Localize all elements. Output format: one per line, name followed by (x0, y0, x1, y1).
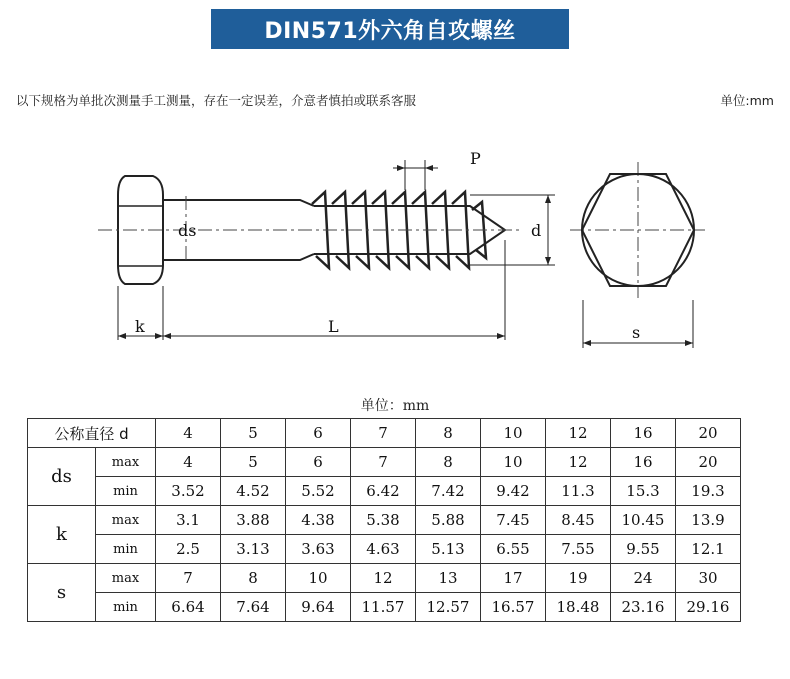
page-title (211, 9, 569, 49)
value-cell: 12 (351, 564, 416, 593)
value-cell: 8 (416, 448, 481, 477)
group-name-cell: ds (28, 448, 96, 506)
value-cell: 7 (351, 448, 416, 477)
value-cell: 16 (611, 448, 676, 477)
table-unit-label: 单位：mm (360, 398, 430, 414)
value-cell: 3.88 (221, 506, 286, 535)
value-cell: 6.55 (481, 535, 546, 564)
value-cell: 30 (676, 564, 741, 593)
value-cell: 4.38 (286, 506, 351, 535)
header-size-cell: 20 (676, 419, 741, 448)
page-title-text: DIN571外六角自攻螺丝 (264, 18, 516, 44)
header-size-cell: 8 (416, 419, 481, 448)
row-label-cell: max (96, 506, 156, 535)
header-size-cell: 16 (611, 419, 676, 448)
value-cell: 7.45 (481, 506, 546, 535)
row-label-cell: min (96, 477, 156, 506)
value-cell: 4.63 (351, 535, 416, 564)
value-cell: 8.45 (546, 506, 611, 535)
value-cell: 2.5 (156, 535, 221, 564)
value-cell: 3.1 (156, 506, 221, 535)
value-cell: 5.13 (416, 535, 481, 564)
label-l: L (328, 317, 339, 336)
value-cell: 9.42 (481, 477, 546, 506)
label-ds: ds (178, 221, 197, 240)
header-size-cell: 5 (221, 419, 286, 448)
row-label-cell: max (96, 564, 156, 593)
value-cell: 15.3 (611, 477, 676, 506)
value-cell: 18.48 (546, 593, 611, 622)
group-name-cell: k (28, 506, 96, 564)
table-row (28, 593, 741, 622)
label-p: P (470, 149, 481, 168)
value-cell: 4 (156, 448, 221, 477)
value-cell: 19 (546, 564, 611, 593)
value-cell: 4.52 (221, 477, 286, 506)
unit-label-top: 单位:mm (720, 93, 774, 108)
table-row (28, 477, 741, 506)
label-d: d (531, 221, 542, 240)
table-row (28, 506, 741, 535)
label-k: k (135, 317, 145, 336)
value-cell: 16.57 (481, 593, 546, 622)
value-cell: 6 (286, 448, 351, 477)
row-label-cell: min (96, 593, 156, 622)
header-size-cell: 10 (481, 419, 546, 448)
value-cell: 3.63 (286, 535, 351, 564)
value-cell: 19.3 (676, 477, 741, 506)
value-cell: 10 (481, 448, 546, 477)
value-cell: 7.55 (546, 535, 611, 564)
screw-diagram (0, 140, 790, 360)
label-s: s (632, 323, 641, 342)
value-cell: 5.38 (351, 506, 416, 535)
row-label-cell: min (96, 535, 156, 564)
value-cell: 3.13 (221, 535, 286, 564)
value-cell: 29.16 (676, 593, 741, 622)
value-cell: 20 (676, 448, 741, 477)
value-cell: 5 (221, 448, 286, 477)
header-size-cell: 4 (156, 419, 221, 448)
measurement-note: 以下规格为单批次测量手工测量，存在一定误差，介意者慎拍或联系客服 (16, 93, 417, 108)
value-cell: 10 (286, 564, 351, 593)
value-cell: 7.64 (221, 593, 286, 622)
value-cell: 7.42 (416, 477, 481, 506)
value-cell: 11.3 (546, 477, 611, 506)
value-cell: 13.9 (676, 506, 741, 535)
value-cell: 23.16 (611, 593, 676, 622)
value-cell: 3.52 (156, 477, 221, 506)
value-cell: 11.57 (351, 593, 416, 622)
value-cell: 17 (481, 564, 546, 593)
value-cell: 12 (546, 448, 611, 477)
value-cell: 9.55 (611, 535, 676, 564)
value-cell: 9.64 (286, 593, 351, 622)
value-cell: 12.1 (676, 535, 741, 564)
table-header-row (28, 419, 741, 448)
header-size-cell: 12 (546, 419, 611, 448)
value-cell: 24 (611, 564, 676, 593)
table-row (28, 564, 741, 593)
row-label-cell: max (96, 448, 156, 477)
spec-table-body (28, 419, 741, 622)
value-cell: 6.42 (351, 477, 416, 506)
value-cell: 8 (221, 564, 286, 593)
table-row (28, 535, 741, 564)
value-cell: 7 (156, 564, 221, 593)
value-cell: 5.52 (286, 477, 351, 506)
group-name-cell: s (28, 564, 96, 622)
value-cell: 10.45 (611, 506, 676, 535)
header-label-cell: 公称直径 d (28, 419, 156, 448)
value-cell: 6.64 (156, 593, 221, 622)
header-size-cell: 6 (286, 419, 351, 448)
value-cell: 13 (416, 564, 481, 593)
table-row (28, 448, 741, 477)
value-cell: 12.57 (416, 593, 481, 622)
spec-table (27, 418, 741, 622)
header-size-cell: 7 (351, 419, 416, 448)
value-cell: 5.88 (416, 506, 481, 535)
